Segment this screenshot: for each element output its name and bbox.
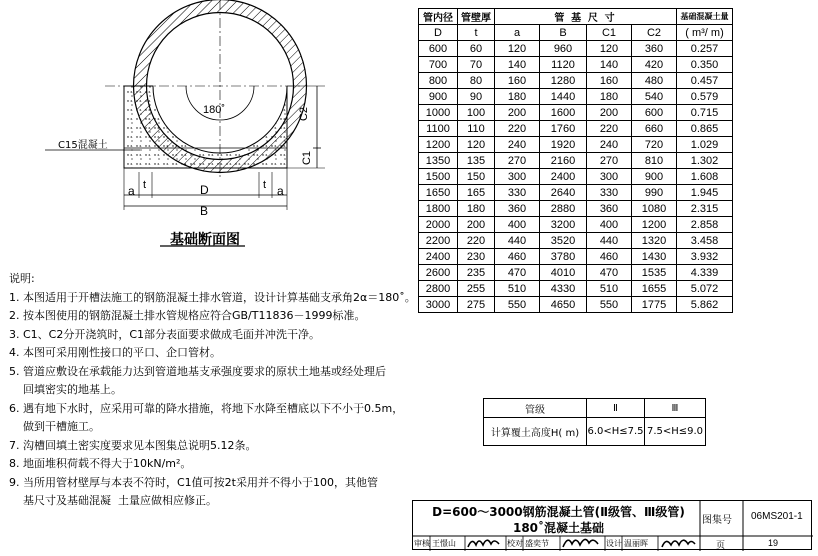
header-a: a <box>495 25 540 41</box>
table-cell: 275 <box>458 297 495 313</box>
cross-section-drawing <box>0 0 330 262</box>
table-cell: 0.715 <box>677 105 733 121</box>
table-cell: 3780 <box>540 249 587 265</box>
table-cell: 1080 <box>632 201 677 217</box>
table-cell: 2400 <box>540 169 587 185</box>
table-cell: 140 <box>495 57 540 73</box>
table-row <box>419 153 733 169</box>
grade-header-II: Ⅱ <box>587 399 645 418</box>
table-cell: 0.865 <box>677 121 733 137</box>
note-item: 4. 本图可采用刚性接口的平口、企口管材。 <box>9 346 221 359</box>
table-cell: 1.302 <box>677 153 733 169</box>
grade-table <box>483 398 706 446</box>
checker-signature <box>563 539 598 547</box>
notes-heading: 说明: <box>9 272 35 285</box>
table-cell: 660 <box>632 121 677 137</box>
table-cell: 100 <box>458 105 495 121</box>
table-cell: 300 <box>495 169 540 185</box>
table-cell: 810 <box>632 153 677 169</box>
table-row <box>419 89 733 105</box>
table-cell: 1650 <box>419 185 458 201</box>
table-cell: 160 <box>587 73 632 89</box>
header-D: D <box>419 25 458 41</box>
grade-value-II: 6.0<H≤7.5 <box>587 418 645 446</box>
table-cell: 2.315 <box>677 201 733 217</box>
design-name: 温丽晖 <box>624 539 648 548</box>
note-item: 8. 地面堆积荷载不得大于10kN/m²。 <box>9 457 192 470</box>
table-cell: 200 <box>495 105 540 121</box>
table-cell: 1.945 <box>677 185 733 201</box>
table-cell: 200 <box>458 217 495 233</box>
table-cell: 1800 <box>419 201 458 217</box>
notes-section <box>9 270 416 511</box>
concrete-label: C15混凝土 <box>58 140 108 151</box>
designer-signature <box>662 540 695 547</box>
table-cell: 0.457 <box>677 73 733 89</box>
table-cell: 2880 <box>540 201 587 217</box>
table-cell: 1200 <box>632 217 677 233</box>
table-cell: 90 <box>458 89 495 105</box>
dim-t-left: t <box>143 179 147 191</box>
header-t: t <box>458 25 495 41</box>
dim-B: B <box>200 204 209 218</box>
table-cell: 330 <box>587 185 632 201</box>
table-cell: 960 <box>540 41 587 57</box>
note-item: 1. 本图适用于开槽法施工的钢筋混凝土排水管道，设计计算基础支承角2α＝180˚。 <box>9 290 416 304</box>
table-row <box>419 233 733 249</box>
table-cell: 1440 <box>540 89 587 105</box>
header-wall-thickness: 管壁厚 <box>458 9 495 25</box>
table-cell: 460 <box>587 249 632 265</box>
angle-label: 180˚ <box>203 104 226 116</box>
grade-value-III: 7.5<H≤9.0 <box>645 418 706 446</box>
table-cell: 1655 <box>632 281 677 297</box>
grade-row-label: 计算覆土高度H( m) <box>484 418 587 446</box>
grade-header-III: Ⅲ <box>645 399 706 418</box>
review-name: 王憬山 <box>432 539 456 548</box>
table-cell: 240 <box>587 137 632 153</box>
table-cell: 1100 <box>419 121 458 137</box>
table-cell: 2600 <box>419 265 458 281</box>
table-cell: 3200 <box>540 217 587 233</box>
check-label: 校对 <box>507 539 523 548</box>
table-cell: 1120 <box>540 57 587 73</box>
table-cell: 5.862 <box>677 297 733 313</box>
table-cell: 1.029 <box>677 137 733 153</box>
table-row <box>419 73 733 89</box>
table-cell: 400 <box>495 217 540 233</box>
table-cell: 240 <box>495 137 540 153</box>
table-cell: 1280 <box>540 73 587 89</box>
header-C1: C1 <box>587 25 632 41</box>
table-cell: 600 <box>632 105 677 121</box>
table-cell: 400 <box>587 217 632 233</box>
table-cell: 70 <box>458 57 495 73</box>
table-cell: 1920 <box>540 137 587 153</box>
table-cell: 4.339 <box>677 265 733 281</box>
table-cell: 330 <box>495 185 540 201</box>
table-cell: 360 <box>587 201 632 217</box>
table-cell: 150 <box>458 169 495 185</box>
table-cell: 3.932 <box>677 249 733 265</box>
table-cell: 0.579 <box>677 89 733 105</box>
table-cell: 1775 <box>632 297 677 313</box>
table-cell: 510 <box>587 281 632 297</box>
table-cell: 300 <box>587 169 632 185</box>
table-cell: 5.072 <box>677 281 733 297</box>
table-cell: 140 <box>587 57 632 73</box>
review-label: 审核 <box>414 539 430 548</box>
dim-t-right: t <box>263 179 267 191</box>
drawing-title-line1: D=600～3000钢筋混凝土管(Ⅱ级管、Ⅲ级管) <box>432 505 685 519</box>
table-row <box>419 201 733 217</box>
table-row <box>419 249 733 265</box>
table-cell: 1430 <box>632 249 677 265</box>
table-row <box>419 281 733 297</box>
atlas-number: 06MS201-1 <box>751 511 803 522</box>
table-row <box>419 265 733 281</box>
reviewer-signature <box>468 540 499 547</box>
table-cell: 0.350 <box>677 57 733 73</box>
table-cell: 600 <box>419 41 458 57</box>
table-cell: 4650 <box>540 297 587 313</box>
table-cell: 440 <box>587 233 632 249</box>
note-item: 3. C1、C2分开浇筑时，C1部分表面要求做成毛面并冲洗干净。 <box>9 327 321 341</box>
table-cell: 220 <box>495 121 540 137</box>
note-item: 9. 当所用管材壁厚与本表不符时，C1值可按2t采用并不得小于100，其他管 <box>9 475 378 489</box>
dim-D: D <box>200 183 209 197</box>
header-B: B <box>540 25 587 41</box>
header-unit: ( m³/ m) <box>677 25 733 41</box>
table-row <box>419 297 733 313</box>
table-cell: 180 <box>458 201 495 217</box>
note-item: 6. 遇有地下水时，应采用可靠的降水措施，将地下水降至槽底以下不小于0.5m， <box>9 401 404 415</box>
table-cell: 550 <box>587 297 632 313</box>
table-cell: 180 <box>587 89 632 105</box>
note-item: 5. 管道应敷设在承载能力达到管道地基支承强度要求的原状土地基或经处理后 <box>9 364 386 378</box>
table-cell: 220 <box>458 233 495 249</box>
table-cell: 1000 <box>419 105 458 121</box>
table-cell: 540 <box>632 89 677 105</box>
table-cell: 220 <box>587 121 632 137</box>
pipe-dimension-table <box>418 8 733 313</box>
table-cell: 2160 <box>540 153 587 169</box>
table-row <box>419 41 733 57</box>
note-item: 回填密实的地基上。 <box>9 383 122 396</box>
table-cell: 990 <box>632 185 677 201</box>
table-cell: 120 <box>587 41 632 57</box>
table-cell: 360 <box>495 201 540 217</box>
note-item: 7. 沟槽回填土密实度要求见本图集总说明5.12条。 <box>9 438 257 452</box>
table-cell: 230 <box>458 249 495 265</box>
dim-c2-label: C2 <box>298 106 311 122</box>
grade-header: 管级 <box>484 399 587 418</box>
table-cell: 2640 <box>540 185 587 201</box>
table-row <box>419 121 733 137</box>
table-cell: 2000 <box>419 217 458 233</box>
table-cell: 135 <box>458 153 495 169</box>
table-cell: 800 <box>419 73 458 89</box>
table-cell: 110 <box>458 121 495 137</box>
table-cell: 270 <box>587 153 632 169</box>
table-cell: 4010 <box>540 265 587 281</box>
design-label: 设计 <box>606 539 622 548</box>
table-cell: 1500 <box>419 169 458 185</box>
atlas-label: 图集号 <box>702 515 732 526</box>
table-row <box>419 105 733 121</box>
table-cell: 2200 <box>419 233 458 249</box>
table-cell: 900 <box>632 169 677 185</box>
table-cell: 120 <box>495 41 540 57</box>
table-cell: 700 <box>419 57 458 73</box>
table-row <box>419 57 733 73</box>
table-cell: 255 <box>458 281 495 297</box>
table-cell: 200 <box>587 105 632 121</box>
table-cell: 420 <box>632 57 677 73</box>
table-cell: 510 <box>495 281 540 297</box>
table-cell: 2800 <box>419 281 458 297</box>
table-cell: 270 <box>495 153 540 169</box>
header-base-dims: 管 基 尺 寸 <box>495 9 677 25</box>
table-cell: 360 <box>632 41 677 57</box>
table-cell: 60 <box>458 41 495 57</box>
dim-a-left: a <box>128 184 135 198</box>
table-cell: 440 <box>495 233 540 249</box>
table-cell: 0.257 <box>677 41 733 57</box>
note-item: 2. 按本图使用的钢筋混凝土排水管规格应符合GB/T11836－1999标准。 <box>9 309 366 322</box>
table-row <box>419 137 733 153</box>
note-item: 做到干槽施工。 <box>9 420 100 433</box>
table-cell: 3000 <box>419 297 458 313</box>
dim-c1-label: C1 <box>301 150 314 166</box>
table-cell: 165 <box>458 185 495 201</box>
table-cell: 550 <box>495 297 540 313</box>
table-cell: 720 <box>632 137 677 153</box>
table-cell: 235 <box>458 265 495 281</box>
check-name: 盛奕节 <box>525 539 549 548</box>
table-cell: 1350 <box>419 153 458 169</box>
table-row <box>419 217 733 233</box>
table-cell: 180 <box>495 89 540 105</box>
page-number: 19 <box>768 538 779 548</box>
header-C2: C2 <box>632 25 677 41</box>
drawing-title: 基础断面图 <box>170 232 240 248</box>
table-cell: 2.858 <box>677 217 733 233</box>
table-cell: 2400 <box>419 249 458 265</box>
table-cell: 1320 <box>632 233 677 249</box>
page-label: 页 <box>716 541 726 551</box>
table-cell: 3520 <box>540 233 587 249</box>
table-cell: 120 <box>458 137 495 153</box>
table-cell: 1600 <box>540 105 587 121</box>
table-cell: 1535 <box>632 265 677 281</box>
table-cell: 80 <box>458 73 495 89</box>
header-concrete-qty: 基础混凝土量 <box>677 9 733 25</box>
table-cell: 470 <box>587 265 632 281</box>
table-cell: 3.458 <box>677 233 733 249</box>
table-cell: 470 <box>495 265 540 281</box>
table-cell: 1760 <box>540 121 587 137</box>
table-cell: 460 <box>495 249 540 265</box>
table-cell: 4330 <box>540 281 587 297</box>
drawing-title-line2: 180˚混凝土基础 <box>512 521 605 535</box>
dim-a-right: a <box>277 184 284 198</box>
note-item: 基尺寸及基础混凝 土量应做相应修正。 <box>9 494 217 507</box>
table-cell: 1200 <box>419 137 458 153</box>
table-cell: 900 <box>419 89 458 105</box>
table-cell: 1.608 <box>677 169 733 185</box>
table-cell: 160 <box>495 73 540 89</box>
header-inner-diameter: 管内径 <box>419 9 458 25</box>
table-row <box>419 185 733 201</box>
table-cell: 480 <box>632 73 677 89</box>
table-row <box>419 169 733 185</box>
title-block <box>412 500 812 550</box>
